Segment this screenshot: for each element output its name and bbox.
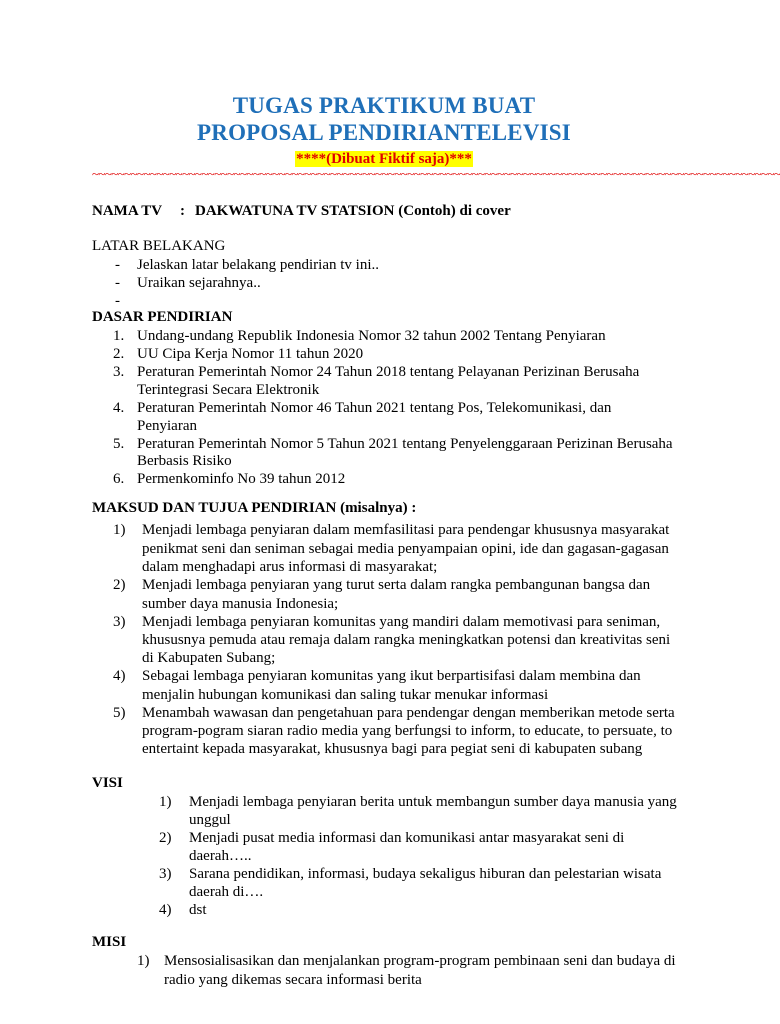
nama-tv-value: DAKWATUNA TV STATSION (Contoh) di cover [195,203,511,219]
latar-item: Jelaskan latar belakang pendirian tv ini.. [137,257,379,273]
maksud-item-text: menjalin hubungan komunikasi dan saling tukar menukar informasi [142,687,549,703]
title-line-1: TUGAS PRAKTIKUM BUAT [232,93,536,118]
maksud-item-text: di Kabupaten Subang; [142,650,276,666]
maksud-item-text: Menambah wawasan dan pengetahuan para pendengar dengan memberikan metode serta [142,705,675,721]
dasar-item-text: UU Cipa Kerja Nomor 11 tahun 2020 [137,346,364,362]
dasar-item-text: Undang-undang Republik Indonesia Nomor 32 tahun 2002 Tentang Penyiaran [137,328,606,344]
separator-line: ~~~~~~~~~~~~~~~~~~~~~~~~~~~~~~~~~~~~~~~~~~~~~~~~~~~~~~~~~~~~~~~~~~~~~~~~~~~~~~~~~~~~~~~~~~~~~~~~~~~~~~~~~~~ [92,166,780,181]
visi-heading: VISI [92,775,123,791]
dasar-item-text: Berbasis Risiko [137,453,232,469]
dasar-item-number: 6. [113,471,125,487]
dasar-item-text: Terintegrasi Secara Elektronik [137,382,320,398]
dasar-item-number: 4. [113,400,125,416]
maksud-heading: MAKSUD DAN TUJUA PENDIRIAN (misalnya) : [92,500,417,516]
dasar-item-number: 3. [113,364,125,380]
nama-tv-colon: : [180,203,185,219]
visi-item-text: dst [189,902,207,918]
maksud-item-number: 3) [113,614,126,630]
visi-item-text: daerah di…. [189,884,264,900]
visi-item-number: 2) [159,830,172,846]
latar-bullet: - [115,293,120,309]
nama-tv-label: NAMA TV [92,203,163,219]
visi-item-text: daerah….. [189,848,252,864]
latar-heading: LATAR BELAKANG [92,238,226,254]
misi-item-text: radio yang dikemas secara informasi berita [164,972,422,988]
dasar-item-text: Peraturan Pemerintah Nomor 24 Tahun 2018 tentang Pelayanan Perizinan Berusaha [137,364,640,380]
latar-bullet: - [115,257,120,273]
maksud-item-text: khususnya pemuda atau remaja dalam rangka meningkatkan potensi dan kreativitas seni [142,632,671,648]
dasar-item-number: 2. [113,346,125,362]
visi-item-number: 1) [159,794,172,810]
dasar-item-number: 5. [113,436,125,452]
maksud-item-number: 2) [113,577,126,593]
maksud-item-text: program-pogram siaran radio media yang berfungsi to inform, to educate, to persuate, to [142,723,673,739]
title-line-2: PROPOSAL PENDIRIANTELEVISI [197,120,571,145]
maksud-item-text: Sebagai lembaga penyiaran komunitas yang ikut berpartisifasi dalam membina dan [142,668,641,684]
maksud-item-text: dalam menghadapi arus informasi di masyarakat; [142,559,438,575]
dasar-item-text: Peraturan Pemerintah Nomor 46 Tahun 2021 tentang Pos, Telekomunikasi, dan [137,400,612,416]
subtitle-highlight: ****(Dibuat Fiktif saja)*** [296,151,472,167]
maksud-item-number: 4) [113,668,126,684]
dasar-item-text: Penyiaran [137,418,197,434]
dasar-item-text: Permenkominfo No 39 tahun 2012 [137,471,346,487]
visi-item-number: 3) [159,866,172,882]
misi-heading: MISI [92,934,127,950]
maksud-item-text: Menjadi lembaga penyiaran dalam memfasilitasi para pendengar khususnya masyarakat [142,522,670,538]
latar-item: Uraikan sejarahnya.. [137,275,261,291]
maksud-item-number: 5) [113,705,126,721]
latar-bullet: - [115,275,120,291]
visi-item-text: unggul [189,812,231,828]
maksud-item-text: entertaint kepada masyarakat, khususnya bagi para pegiat seni di kabupaten subang [142,741,643,757]
maksud-item-text: penikmat seni dan seniman sebagai media penyampaian opini, ide dan gagasan-gagasan [142,541,669,557]
visi-item-text: Sarana pendidikan, informasi, budaya sekaligus hiburan dan pelestarian wisata [189,866,662,882]
maksud-item-text: Menjadi lembaga penyiaran yang turut serta dalam rangka pembangunan bangsa dan [142,577,651,593]
maksud-item-number: 1) [113,522,126,538]
visi-item-text: Menjadi lembaga penyiaran berita untuk membangun sumber daya manusia yang [189,794,677,810]
dasar-item-text: Peraturan Pemerintah Nomor 5 Tahun 2021 tentang Penyelenggaraan Perizinan Berusaha [137,436,673,452]
maksud-item-text: sumber daya manusia Indonesia; [142,596,339,612]
visi-item-number: 4) [159,902,172,918]
misi-item-text: Mensosialisasikan dan menjalankan program-program pembinaan seni dan budaya di [164,953,676,969]
maksud-item-text: Menjadi lembaga penyiaran komunitas yang mandiri dalam memotivasi para seniman, [142,614,661,630]
dasar-heading: DASAR PENDIRIAN [92,309,233,325]
misi-item-number: 1) [137,953,150,969]
visi-item-text: Menjadi pusat media informasi dan komunikasi antar masyarakat seni di [189,830,625,846]
dasar-item-number: 1. [113,328,125,344]
